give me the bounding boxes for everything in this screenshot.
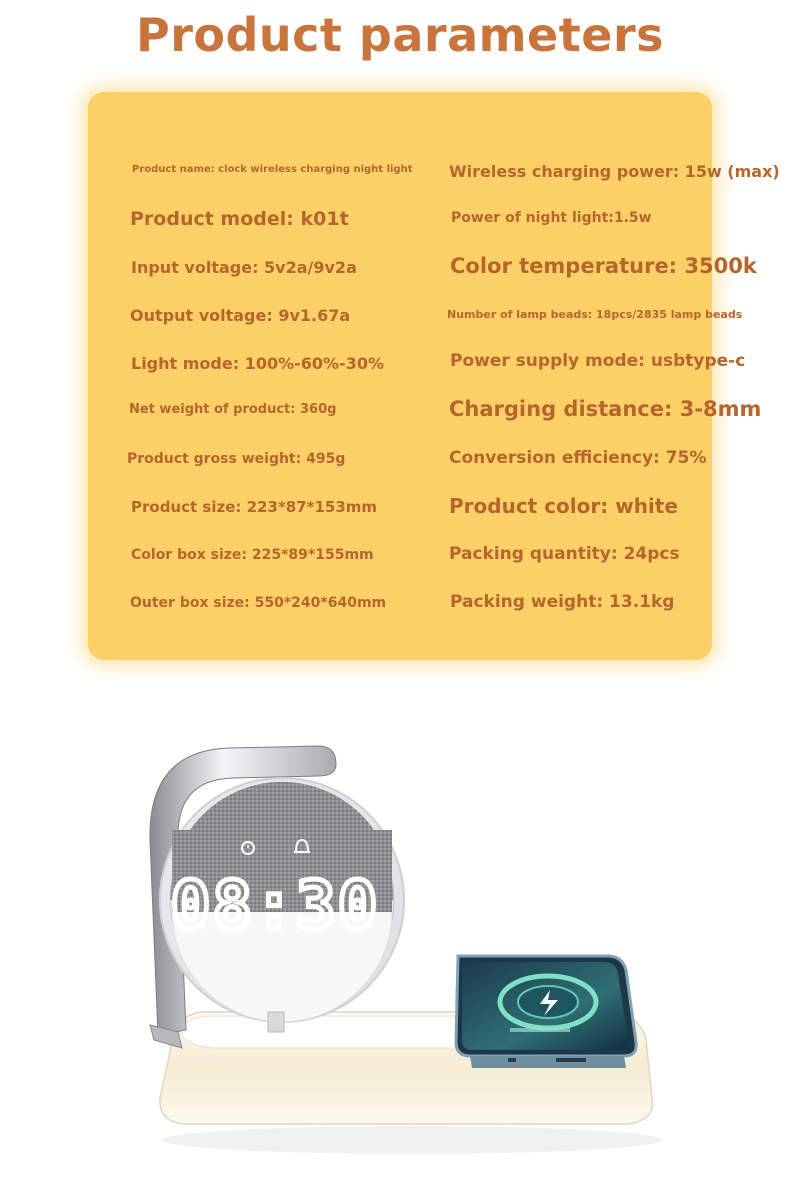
param-color-box-size: Color box size: 225*89*155mm [131, 547, 374, 563]
param-charging-distance: Charging distance: 3-8mm [449, 397, 762, 421]
smartphone [456, 956, 636, 1068]
param-color-temperature: Color temperature: 3500k [450, 254, 757, 278]
param-gross-weight: Product gross weight: 495g [127, 451, 346, 467]
param-packing-quantity: Packing quantity: 24pcs [449, 544, 680, 564]
param-product-name: Product name: clock wireless charging night light [132, 164, 413, 175]
param-product-size: Product size: 223*87*153mm [131, 498, 378, 516]
param-wireless-charging-power: Wireless charging power: 15w (max) [449, 162, 780, 181]
param-packing-weight: Packing weight: 13.1kg [450, 592, 675, 612]
clock-disc [160, 778, 404, 1032]
clock-display: 08:30 [170, 867, 380, 944]
param-net-weight: Net weight of product: 360g [129, 402, 337, 417]
param-input-voltage: Input voltage: 5v2a/9v2a [131, 258, 357, 277]
param-power-supply-mode: Power supply mode: usbtype-c [450, 351, 746, 371]
param-output-voltage: Output voltage: 9v1.67a [130, 306, 351, 325]
param-light-mode: Light mode: 100%-60%-30% [131, 354, 384, 373]
param-night-light-power: Power of night light:1.5w [451, 210, 652, 226]
param-product-model: Product model: k01t [130, 208, 349, 230]
param-conversion-efficiency: Conversion efficiency: 75% [449, 448, 707, 468]
param-product-color: Product color: white [449, 494, 678, 518]
parameters-panel [88, 92, 780, 660]
page-title: Product parameters [135, 8, 665, 62]
product-image [0, 680, 800, 1180]
param-lamp-beads: Number of lamp beads: 18pcs/2835 lamp beads [447, 308, 743, 321]
param-outer-box-size: Outer box size: 550*240*640mm [130, 595, 387, 611]
